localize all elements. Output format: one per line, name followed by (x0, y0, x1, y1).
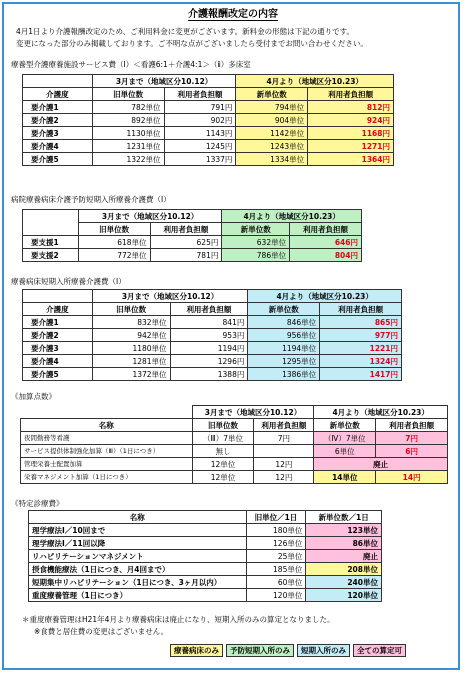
old-charge: 781円 (150, 249, 222, 262)
care-level: 要介護1 (23, 101, 93, 114)
care-level: 要介護2 (23, 114, 93, 127)
old-charge: 12円 (254, 471, 314, 484)
table-row (29, 589, 382, 602)
old-units: 1130単位 (92, 127, 164, 140)
new-units: 1142単位 (236, 127, 308, 140)
old-units: 772単位 (78, 249, 150, 262)
addition-name: 管理栄養士配置加算 (21, 458, 193, 471)
new-charge: 1324円 (320, 355, 402, 368)
new-units: 208単位 (306, 563, 382, 576)
new-units: 86単位 (306, 537, 382, 550)
new-units: 1243単位 (236, 140, 308, 153)
old-units: 12単位 (192, 471, 254, 484)
short-stay-fee-table (22, 289, 402, 381)
section-heading-special-fees: 《特定診療費》 (11, 499, 64, 508)
col-old-units: 旧単位数 (78, 223, 150, 236)
new-abolished: 廃止 (314, 458, 448, 471)
header-after: 4月より（地域区分10.23） (222, 210, 362, 223)
new-units: 632単位 (222, 236, 290, 249)
new-charge: 6円 (376, 445, 448, 458)
old-units: 1372単位 (92, 368, 170, 381)
old-units: 1322単位 (92, 153, 164, 166)
col-old-charge: 利用者負担額 (164, 88, 236, 101)
col-old-units: 旧単位／1日 (246, 511, 306, 524)
new-charge: 1417円 (320, 368, 402, 381)
old-units: 1281単位 (92, 355, 170, 368)
section-heading-facility: 療養型介護療養施設サービス費（Ⅰ）＜看護6:1＋介護4:1＞（ⅱ）多床室 (11, 60, 251, 69)
new-units: 廃止 (306, 550, 382, 563)
old-units: 126単位 (246, 537, 306, 550)
header-after: 4月より（地域区分10.23） (236, 75, 394, 88)
new-units: 1334単位 (236, 153, 308, 166)
new-units: 6単位 (314, 445, 376, 458)
special-fees-table (28, 510, 382, 602)
header-before: 3月まで（地域区分10.12） (92, 290, 248, 303)
care-level: 要介護3 (23, 127, 93, 140)
header-blank (23, 290, 93, 303)
new-units: 1194単位 (248, 342, 320, 355)
old-charge: 1194円 (170, 342, 248, 355)
old-units: 185単位 (246, 563, 306, 576)
new-charge: 646円 (290, 236, 362, 249)
col-old-units: 旧単位数 (192, 419, 254, 432)
table-row (23, 368, 402, 381)
new-units: 120単位 (306, 589, 382, 602)
fee-name: 重度療養管理（1日につき） (29, 589, 247, 602)
fee-name: 理学療法Ⅰ／10回まで (29, 524, 247, 537)
old-charge: 953円 (170, 329, 248, 342)
new-units: 794単位 (236, 101, 308, 114)
col-name: 名称 (29, 511, 247, 524)
old-charge: 841円 (170, 316, 248, 329)
new-charge: 7円 (376, 432, 448, 445)
new-units: 1295単位 (248, 355, 320, 368)
fee-name: 短期集中リハビリテーション（1日につき、3ヶ月以内） (29, 576, 247, 589)
care-level: 要介護3 (23, 342, 93, 355)
old-units: 60単位 (246, 576, 306, 589)
new-units: 786単位 (222, 249, 290, 262)
col-new-charge: 利用者負担額 (320, 303, 402, 316)
new-units: 240単位 (306, 576, 382, 589)
fee-name: 摂食機能療法（1日につき、月4回まで） (29, 563, 247, 576)
additions-table (20, 405, 448, 484)
care-level: 要介護1 (23, 316, 93, 329)
legend-preventive-only: 予防短期入所のみ (226, 644, 294, 657)
care-level: 要支援1 (23, 236, 79, 249)
header-before: 3月まで（地域区分10.12） (192, 406, 314, 419)
care-level: 要介護5 (23, 153, 93, 166)
table-row (29, 576, 382, 589)
old-charge: 1143円 (164, 127, 236, 140)
old-units: 180単位 (246, 524, 306, 537)
old-charge (254, 445, 314, 458)
table-row (23, 342, 402, 355)
old-units: 120単位 (246, 589, 306, 602)
legend-ryoyo-only: 療養病床のみ (170, 644, 223, 657)
old-charge: 7円 (254, 432, 314, 445)
old-charge: 791円 (164, 101, 236, 114)
col-new-charge: 利用者負担額 (308, 88, 394, 101)
old-units: 無し (192, 445, 254, 458)
table-row (29, 550, 382, 563)
addition-name: 夜間勤務等看護 (21, 432, 193, 445)
table-row (23, 114, 394, 127)
page-title: 介護報酬改定の内容 (188, 9, 278, 20)
col-name: 名称 (21, 419, 193, 432)
old-charge: 1337円 (164, 153, 236, 166)
old-charge: 625円 (150, 236, 222, 249)
old-units: 832単位 (92, 316, 170, 329)
old-units: （Ⅲ）7単位 (192, 432, 254, 445)
new-charge: 1271円 (308, 140, 394, 153)
addition-name: サービス提供体制強化加算（Ⅲ）（1日につき） (21, 445, 193, 458)
new-charge: 977円 (320, 329, 402, 342)
table-row (23, 153, 394, 166)
table-row (29, 524, 382, 537)
new-units: 904単位 (236, 114, 308, 127)
header-blank (21, 406, 193, 419)
table-row (23, 316, 402, 329)
new-charge: 812円 (308, 101, 394, 114)
old-charge: 1388円 (170, 368, 248, 381)
col-new-units: 新単位数 (222, 223, 290, 236)
col-level: 介護度 (23, 303, 93, 316)
new-charge: 804円 (290, 249, 362, 262)
old-units: 12単位 (192, 458, 254, 471)
table-row (29, 563, 382, 576)
fee-name: 理学療法Ⅰ／11回以降 (29, 537, 247, 550)
intro-line-1: 4月1日より介護報酬改定のため、ご利用料金に変更がございます。新料金の形態は下記の通りです。 (16, 27, 355, 36)
table-row (29, 537, 382, 550)
care-level: 要支援2 (23, 249, 79, 262)
header-blank (23, 75, 93, 88)
table-row (23, 249, 362, 262)
table-row (23, 127, 394, 140)
new-units: 1386単位 (248, 368, 320, 381)
old-units: 25単位 (246, 550, 306, 563)
care-level: 要介護2 (23, 329, 93, 342)
col-new-charge: 利用者負担額 (376, 419, 448, 432)
intro-line-2: 変更になった部分のみ掲載しております。ご不明な点がございましたら受付までお問い合わせください。 (16, 39, 368, 48)
new-charge: 14円 (376, 471, 448, 484)
new-units: 14単位 (314, 471, 376, 484)
new-units: （Ⅳ）7単位 (314, 432, 376, 445)
new-units: 846単位 (248, 316, 320, 329)
col-new-units: 新単位数 (236, 88, 308, 101)
col-old-charge: 利用者負担額 (170, 303, 248, 316)
table-row (23, 329, 402, 342)
section-heading-preventive: 病院療養病床介護予防短期入所療養介護費（Ⅰ） (11, 195, 171, 204)
col-new-units: 新単位数 (248, 303, 320, 316)
preventive-fee-table (22, 209, 362, 262)
new-charge: 865円 (320, 316, 402, 329)
table-row (23, 236, 362, 249)
note-severe-care: ＊重度療養管理はH21年4月より療養病床は廃止になり、短期入所のみの算定となりました。 (22, 615, 335, 624)
table-row (23, 355, 402, 368)
old-units: 1231単位 (92, 140, 164, 153)
legend-all: 全ての算定可 (353, 644, 406, 657)
care-level: 要介護4 (23, 355, 93, 368)
col-old-units: 旧単位数 (92, 303, 170, 316)
old-charge: 1245円 (164, 140, 236, 153)
col-new-units: 新単位数 (314, 419, 376, 432)
section-heading-additions: 《加算点数》 (11, 392, 56, 401)
old-units: 892単位 (92, 114, 164, 127)
new-units: 123単位 (306, 524, 382, 537)
old-charge: 902円 (164, 114, 236, 127)
header-before: 3月まで（地域区分10.12） (92, 75, 236, 88)
old-units: 942単位 (92, 329, 170, 342)
new-units: 956単位 (248, 329, 320, 342)
note-meals: ※食費と居住費の変更はございません。 (34, 627, 169, 636)
col-old-charge: 利用者負担額 (150, 223, 222, 236)
addition-name: 栄養マネジメント加算（1日につき） (21, 471, 193, 484)
header-after: 4月より（地域区分10.23） (314, 406, 448, 419)
old-charge: 12円 (254, 458, 314, 471)
old-units: 782単位 (92, 101, 164, 114)
care-level: 要介護4 (23, 140, 93, 153)
col-new-charge: 利用者負担額 (290, 223, 362, 236)
section-heading-short-stay: 療養病床短期入所療養介護費（Ⅰ） (11, 277, 126, 286)
old-charge: 1296円 (170, 355, 248, 368)
header-before: 3月まで（地域区分10.12） (78, 210, 222, 223)
col-new-units: 新単位数／1日 (306, 511, 382, 524)
old-units: 1180単位 (92, 342, 170, 355)
col-old-units: 旧単位数 (92, 88, 164, 101)
facility-fee-table (22, 74, 394, 166)
fee-name: リハビリテーションマネジメント (29, 550, 247, 563)
care-level: 要介護5 (23, 368, 93, 381)
col-old-charge: 利用者負担額 (254, 419, 314, 432)
header-after: 4月より（地域区分10.23） (248, 290, 402, 303)
new-charge: 924円 (308, 114, 394, 127)
old-units: 618単位 (78, 236, 150, 249)
table-row (23, 140, 394, 153)
new-charge: 1168円 (308, 127, 394, 140)
header-blank (23, 210, 79, 236)
col-level: 介護度 (23, 88, 93, 101)
color-legend (170, 644, 406, 657)
new-charge: 1221円 (320, 342, 402, 355)
new-charge: 1364円 (308, 153, 394, 166)
legend-short-stay-only: 短期入所のみ (297, 644, 350, 657)
table-row (23, 101, 394, 114)
